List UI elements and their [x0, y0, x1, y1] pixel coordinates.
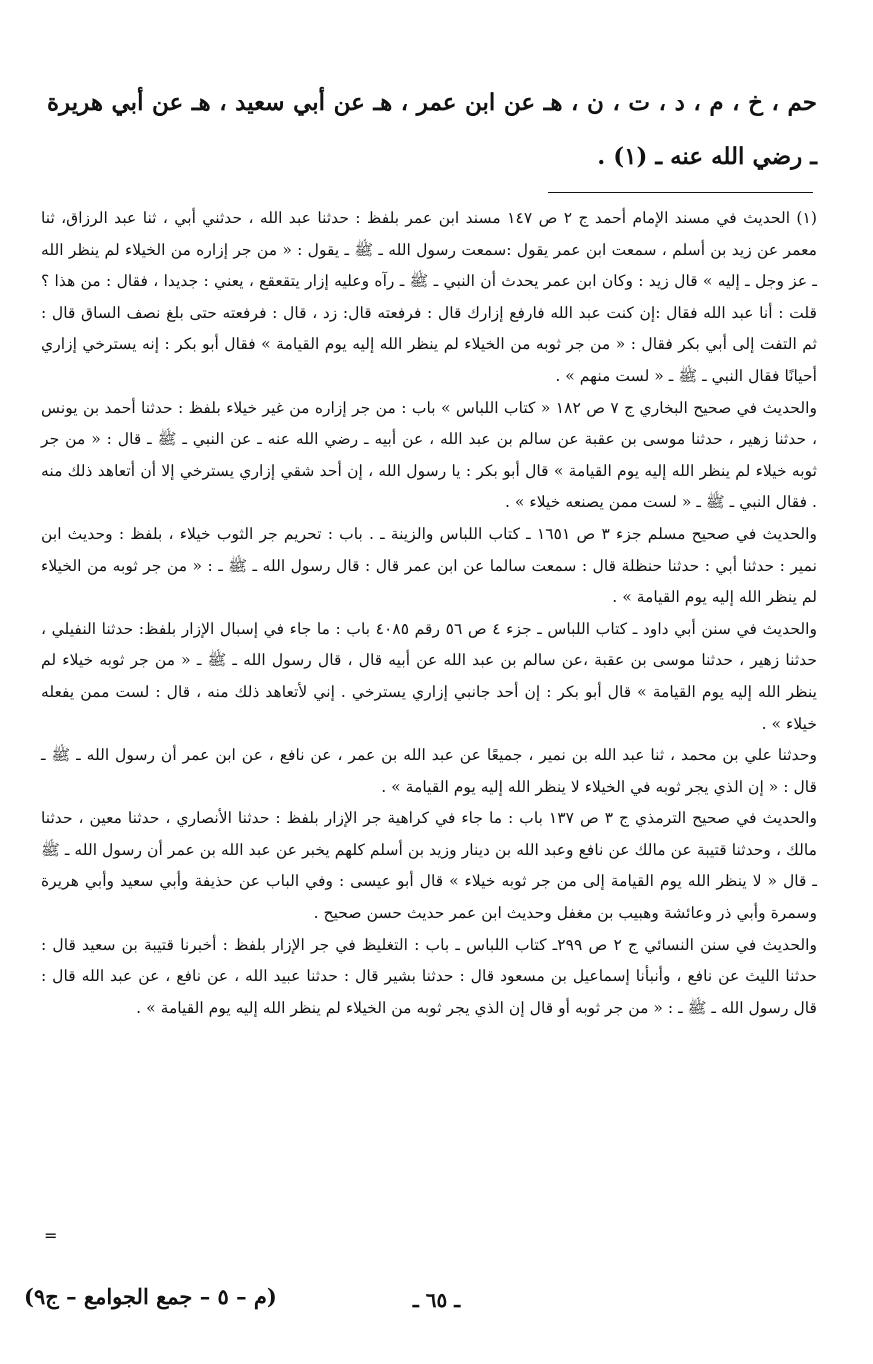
footnote-paragraph: والحديث في صحيح البخاري ج ٧ ص ١٨٢ « كتاب اللباس » باب : من جر إزاره من غير خيلاء بلفظ : حدثنا أحمد بن يونس ، حدثنا زهير ، حدثنا موسى بن عقبة عن سالم بن عبد الله ، عن أبيه ـ رضي الله عنه ـ عن النبي ـ ﷺ ـ قال : « من جر ثوبه خيلاء لم ينظر الله إليه يوم القيامة » قال أبو بكر : يا رسول الله ، إن أحد شقي إزاري يسترخي إلا أن أتعاهد ذلك منه . فقال النبي ـ ﷺ ـ « لست ممن يصنعه خيلاء » . [41, 398, 817, 512]
footnote-paragraph: والحديث في صحيح مسلم جزء ٣ ص ١٦٥١ ـ كتاب اللباس والزينة ـ . باب : تحريم جر الثوب خيلاء ، بلفظ : وحديث ابن نمير : حدثنا أبي : حدثنا حنظلة قال : سمعت سالما عن ابن عمر قال : قال رسول الله ـ ﷺ ـ : « من جر ثوبه من الخيلاء لم ينظر الله إليه يوم القيامة » . [41, 524, 817, 607]
page-number: ـ ٦٥ ـ [412, 1288, 461, 1312]
footnote-paragraph: وحدثنا علي بن محمد ، ثنا عبد الله بن نمير ، جميعًا عن عبد الله بن عمر ، عن نافع ، عن ابن عمر أن رسول الله ـ ﷺ ـ قال : « إن الذي يجر ثوبه في الخيلاء لا ينظر الله إليه يوم القيامة » . [41, 746, 817, 796]
footnote-paragraph: والحديث في سنن أبي داود ـ كتاب اللباس ـ جزء ٤ ص ٥٦ رقم ٤٠٨٥ باب : ما جاء في إسبال الإزار بلفظ: حدثنا النفيلي ، حدثنا زهير ، حدثنا موسى بن عقبة ،عن سالم بن عبد الله عن أبيه قال ، قال رسول الله ـ ﷺ ـ « من جر ثوبه خيلاء لم ينظر الله إليه يوم القيامة » قال أبو بكر : إن أحد جانبي إزاري يسترخي . إني لأتعاهد ذلك منه ، قال : لست ممن يفعله خيلاء » . [41, 619, 817, 733]
footnote-paragraph: (١) الحديث في مسند الإمام أحمد ج ٢ ص ١٤٧ مسند ابن عمر بلفظ : حدثنا عبد الله ، حدثني أبي ، ثنا عبد الرزاق، ثنا معمر عن زيد بن أسلم ، سمعت ابن عمر يقول :سمعت رسول الله ـ ﷺ ـ يقول : « من جر إزاره من الخيلاء لم ينظر الله ـ عز وجل ـ إليه » قال زيد : وكان ابن عمر يحدث أن النبي ـ ﷺ ـ رآه وعليه إزار يتقعقع ، يعني : جديدا ، فقال : من هذا ؟ قلت : أنا عبد الله فقال :إن كنت عبد الله فارفع إزارك قال : فرفعته قال: زد ، قال : فرفعته حتى بلغ نصف الساق قال : ثم التفت إلى أبي بكر فقال : « من جر ثوبه من الخيلاء لم ينظر الله إليه يوم القيامة » فقال أبو بكر : إنه يسترخي إزاري أحيانًا فقال النبي ـ ﷺ ـ « لست منهم » . [41, 209, 817, 385]
footnotes [41, 203, 817, 1024]
hadith-source-text: حم ، خ ، م ، د ، ت ، ن ، هـ عن ابن عمر ، هـ عن أبي سعيد ، هـ عن أبي هريرة ـ رضي الله عنه ـ (١) . [47, 89, 817, 170]
printer-signature: (م – ٥ – جمع الجوامع – ج٩) [24, 1284, 277, 1309]
footnote-separator [548, 192, 813, 193]
continuation-mark: = [44, 1226, 58, 1245]
footnote-paragraph: والحديث في صحيح الترمذي ج ٣ ص ١٣٧ باب : ما جاء في كراهية جر الإزار بلفظ : حدثنا الأنصاري ، حدثنا معين ، حدثنا مالك ، وحدثنا قتيبة عن مالك عن نافع وعبد الله بن دينار وزيد بن أسلم كلهم يخبر عن عبد الله بن عمر أن رسول الله ـ ﷺ ـ قال « لا ينظر الله يوم القيامة إلى من جر ثوبه خيلاء » قال أبو عيسى : وفي الباب عن حذيفة وأبي سعيد وأبي هريرة وسمرة وأبي ذر وعائشة وهبيب بن مغفل وحديث ابن عمر حديث حسن صحيح . [41, 809, 817, 923]
footnote-paragraph: والحديث في سنن النسائي ج ٢ ص ٢٩٩ـ كتاب اللباس ـ باب : التغليظ في جر الإزار بلفظ : أخبرنا قتيبة بن سعيد قال : حدثنا الليث عن نافع ، وأنبأنا إسماعيل بن مسعود قال : حدثنا بشير قال : حدثنا عبيد الله ، عن نافع ، عن عبد الله قال : قال رسول الله ـ ﷺ ـ : « من جر ثوبه أو قال إن الذي يجر ثوبه من الخيلاء لم ينظر الله إليه يوم القيامة » . [41, 935, 817, 1017]
